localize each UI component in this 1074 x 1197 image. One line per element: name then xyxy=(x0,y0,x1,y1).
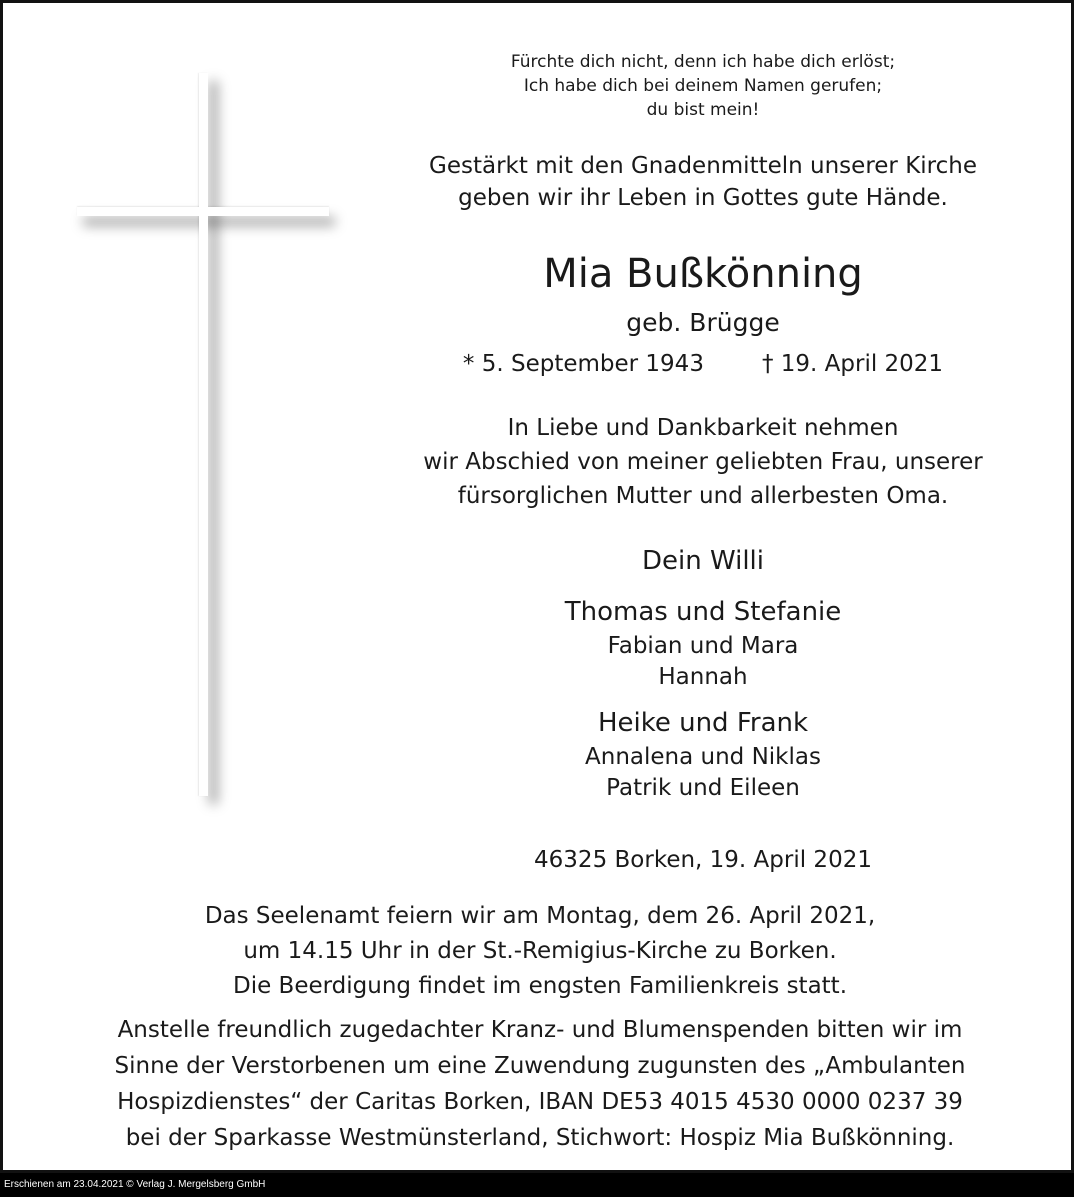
mourner-family-1: Thomas und Stefanie xyxy=(564,597,842,627)
cross-upright xyxy=(199,73,208,796)
donation-info xyxy=(23,1012,1057,1156)
mourner-husband: Dein Willi xyxy=(641,546,764,576)
bible-verse xyxy=(443,50,963,122)
service-line: Das Seelenamt feiern wir am Montag, dem 26. April 2021, xyxy=(204,903,876,929)
place-date: 46325 Borken, 19. April 2021 xyxy=(534,847,872,873)
death-date: † 19. April 2021 xyxy=(761,351,944,377)
donation-line: bei der Sparkasse Westmünsterland, Stichwort: Hospiz Mia Bußkönning. xyxy=(125,1125,955,1151)
service-line: um 14.15 Uhr in der St.-Remigius-Kirche zu Borken. xyxy=(243,938,837,964)
grandchildren-line: Annalena und Niklas xyxy=(585,744,821,770)
mourner-family-1-children xyxy=(383,631,1023,693)
verse-line: du bist mein! xyxy=(646,100,760,120)
donation-line: Sinne der Verstorbenen um eine Zuwendung zugunsten des „Ambulanten xyxy=(114,1053,966,1079)
farewell-line: fürsorglichen Mutter und allerbesten Oma. xyxy=(457,483,949,509)
donation-line: Anstelle freundlich zugedachter Kranz- und Blumenspenden bitten wir im xyxy=(117,1017,963,1043)
birth-date: * 5. September 1943 xyxy=(462,351,704,377)
grandchildren-line: Patrik und Eileen xyxy=(606,775,800,801)
service-info xyxy=(23,899,1057,1004)
intro-text xyxy=(383,150,1023,214)
grandchildren-line: Fabian und Mara xyxy=(607,633,799,659)
publication-footer: Erschienen am 23.04.2021 © Verlag J. Mergelsberg GmbH xyxy=(0,1173,1074,1197)
intro-line: geben wir ihr Leben in Gottes gute Hände. xyxy=(458,185,948,211)
verse-line: Ich habe dich bei deinem Namen gerufen; xyxy=(523,76,883,96)
verse-line: Fürchte dich nicht, denn ich habe dich erlöst; xyxy=(510,52,896,72)
farewell-text xyxy=(383,411,1023,513)
donation-line: Hospizdienstes“ der Caritas Borken, IBAN DE53 4015 4530 0000 0237 39 xyxy=(117,1089,963,1115)
mourner-family-2-children xyxy=(383,742,1023,804)
grandchildren-line: Hannah xyxy=(658,664,748,690)
birth-name: geb. Brügge xyxy=(626,308,780,337)
farewell-line: In Liebe und Dankbarkeit nehmen xyxy=(507,415,899,441)
deceased-name: Mia Bußkönning xyxy=(543,251,863,297)
life-dates xyxy=(383,348,1023,380)
mourner-family-2: Heike und Frank xyxy=(597,708,809,738)
farewell-line: wir Abschied von meiner geliebten Frau, unserer xyxy=(423,449,983,475)
service-line: Die Beerdigung findet im engsten Familienkreis statt. xyxy=(232,973,848,999)
intro-line: Gestärkt mit den Gnadenmitteln unserer Kirche xyxy=(429,153,977,179)
